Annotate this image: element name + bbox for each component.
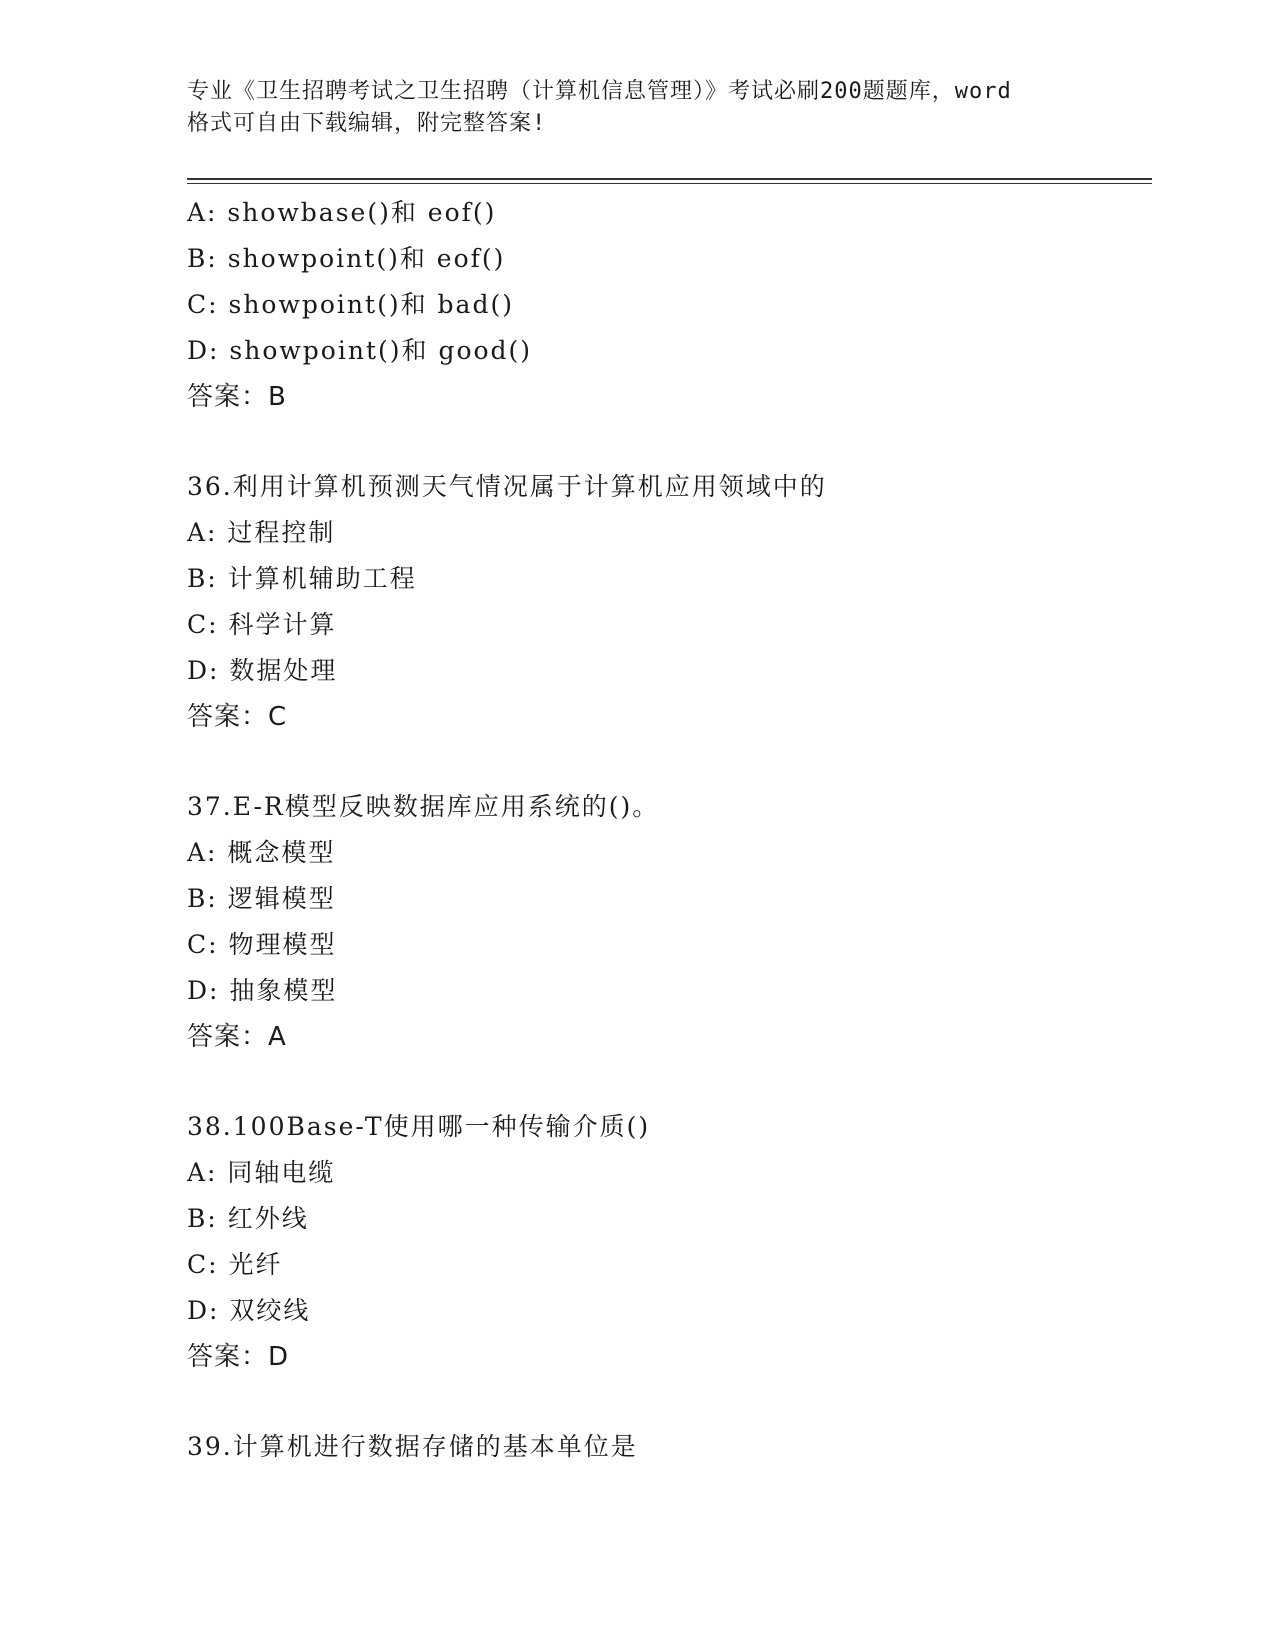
option-d: D: showpoint()和 good()	[187, 336, 533, 365]
header-line-1: 专业《卫生招聘考试之卫生招聘（计算机信息管理）》考试必刷200题题库，word	[187, 79, 1012, 104]
option-d: D: 抽象模型	[187, 976, 338, 1005]
option-b: B: 红外线	[187, 1204, 309, 1233]
document-header	[187, 76, 1087, 140]
option-d: D: 双绞线	[187, 1296, 311, 1325]
question-text: 36.利用计算机预测天气情况属于计算机应用领域中的	[187, 472, 827, 501]
question-37	[187, 784, 1147, 1060]
option-a: A: 过程控制	[187, 518, 336, 547]
question-38	[187, 1104, 1147, 1380]
answer-line: 答案：D	[187, 1342, 290, 1372]
question-text: 38.100Base-T使用哪一种传输介质()	[187, 1112, 651, 1141]
question-text: 39.计算机进行数据存储的基本单位是	[187, 1432, 638, 1461]
question-text: 37.E-R模型反映数据库应用系统的()。	[187, 792, 660, 821]
question-list	[187, 190, 1147, 1470]
option-b: B: showpoint()和 eof()	[187, 244, 506, 273]
option-a: A: 概念模型	[187, 838, 336, 867]
option-b: B: 计算机辅助工程	[187, 564, 417, 593]
option-c: C: showpoint()和 bad()	[187, 290, 514, 319]
answer-line: 答案：B	[187, 382, 287, 412]
option-b: B: 逻辑模型	[187, 884, 336, 913]
option-c: C: 物理模型	[187, 930, 337, 959]
option-c: C: 科学计算	[187, 610, 337, 639]
answer-line: 答案：A	[187, 1022, 287, 1052]
header-line-2: 格式可自由下载编辑，附完整答案!	[187, 111, 547, 136]
question-35	[187, 190, 1147, 420]
option-d: D: 数据处理	[187, 656, 338, 685]
question-36	[187, 464, 1147, 740]
answer-line: 答案：C	[187, 702, 288, 732]
option-c: C: 光纤	[187, 1250, 283, 1279]
option-a: A: 同轴电缆	[187, 1158, 336, 1187]
header-divider-thick	[187, 178, 1152, 180]
header-divider-thin	[187, 183, 1152, 184]
option-a: A: showbase()和 eof()	[187, 198, 497, 227]
question-39	[187, 1424, 1147, 1470]
